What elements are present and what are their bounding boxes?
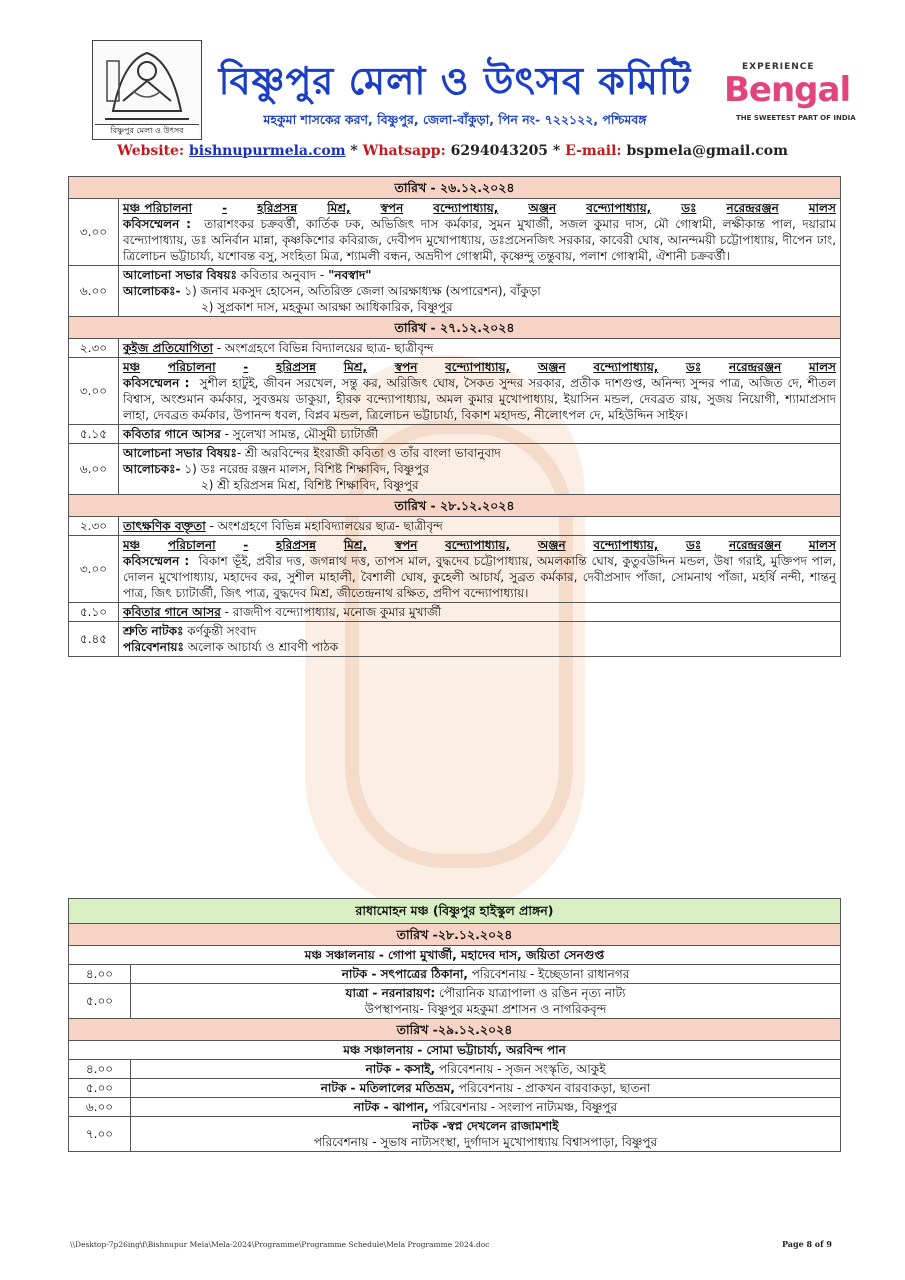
anchor-row: মঞ্চ সঞ্চালনায় - গোপা মুখার্জী, মহাদেব দাস, জয়িতা সেনগুপ্ত [69,946,841,965]
program-cell: কুইজ প্রতিযোগিতা - অংশগ্রহণে বিভিন্ন বিদ্যালয়ের ছাত্র- ছাত্রীবৃন্দ [119,339,841,358]
logo-tagline: THE SWEETEST PART OF INDIA [736,114,856,122]
time-cell: ৫.৪৫ [69,622,119,657]
time-cell: ৩.০০ [69,536,119,603]
program-row [69,339,841,358]
time-cell: ৫.০০ [69,984,131,1019]
moderation-line: মঞ্চ পরিচালনা - হরিপ্রসন্ন মিশ্র, স্বপন বন্দ্যোপাধ্যায়, অঞ্জন বন্দ্যোপাধ্যায়, ডঃ নরেন্দ্ররঞ্জন মালস [123,201,836,215]
contact-line [0,143,905,159]
program-row [69,1060,841,1079]
program-cell: কবিতার গানে আসর - রাজদীপ বন্দ্যোপাধ্যায়, মনোজ কুমার মুখার্জী [119,603,841,622]
anchor-row: মঞ্চ সঞ্চালনায় - সোমা ভট্টাচার্য্য, অরবিন্দ পান [69,1041,841,1060]
poets-list: কবিসম্মেলন : তারাশংকর চক্রবর্ত্তী, কার্তিক ঢক, অভিজিৎ দাস কর্মকার, সুমন মুখার্জী, সজল কুমার দাস, মৌ গোস্বামী, লক্ষীকান্ত পাল, দয়ারাম বন্দ্যোপাধ্যায়, ডঃ অনির্বান মান্না, কৃষ্ণকিশোর কবিরাজ, দেবীপদ মুখোপাধ্যায়, ডঃপ্রসেনজিৎ সরকার, কাবেরী ঘোষ, আনন্দময়ী চট্টোপাধ্যায়, দীপেন ঢাং, ত্রিলোচন ভট্টাচার্য্য, যশোবন্ত বসু, সংহিতা মিত্র, শ্যামলী বন্ধন, অভ্রদীপ গোস্বামী, কৃষ্ণেন্দু তন্তুবায়, পলাশ গোস্বামী, ঐশানী চক্রবর্ত্তী। [123,217,837,263]
mela-logo [92,40,202,140]
whatsapp-label: Whatsapp: [362,143,451,159]
email-address[interactable]: bspmela@gmail.com [626,143,788,159]
discussion-topic: আলোচনা সভার বিষয়ঃ- শ্রী অরবিন্দের ইংরাজী কবিতা ও তাঁর বাংলা ভাবানুবাদ [123,446,501,460]
schedule-table-main [68,176,841,657]
program-cell [119,266,841,317]
speaker-1: আলোচকঃ- ১) ডঃ নরেন্দ্র রঞ্জন মালস, বিশিষ্ট শিক্ষাবিদ, বিষ্ণুপুর [123,462,429,476]
website-label: Website: [117,143,190,159]
program-cell: নাটক - ঝাপান, পরিবেশনায় - সংলাপ নাট্যমঞ্চ, বিষ্ণুপুর [131,1098,841,1117]
time-cell: ৪.০০ [69,1060,131,1079]
separator-star: * [345,143,363,159]
time-cell: ৭.০০ [69,1117,131,1152]
program-cell [119,358,841,425]
logo-word: Bengal [724,70,851,110]
mela-logo-art [93,41,201,127]
time-cell: ৪.০০ [69,965,131,984]
poets-list: কবিসম্মেলন : বিকাশ ভূঁই, প্রবীর দত্ত, জগন্নাথ দত্ত, তাপস মাল, বুদ্ধদেব চট্টোপাধ্যায়, অমলকান্তি ঘোষ, কুতুবউদ্দিন মন্ডল, উষা গরাই, মুক্তিপদ পাল, দোলন মুখোপাধ্যায়, মহাদেব কর, সুশীল মাহালী, বৈশালী ঘোষ, কুহেলী আচার্য, সুব্রত কর্মকার, দেবীপ্রসাদ পাঁজা, সোমনাথ পাঁজা, মহর্ষি নন্দী, শান্তনু পাত্র, জিৎ চ্যাটার্জী, জিৎ পাত্র, বুদ্ধদেব মিশ্র, জীতেন্দ্রনাথ রক্ষিত, প্রদীপ বন্দ্যোপাধ্যায়। [123,554,837,600]
program-row [69,517,841,536]
whatsapp-number: 6294043205 [450,143,549,159]
venue-row: রাধামোহন মঞ্চ (বিষ্ণুপুর হাইস্কুল প্রাঙ্গন) [69,899,841,924]
separator-star: * [548,143,566,159]
speaker-1: আলোচকঃ- ১) জনাব মকসুদ হোসেন, অতিরিক্ত জেলা আরক্ষাধ্যক্ষ (অপারেশন), বাঁকুড়া [123,284,541,298]
program-row [69,984,841,1019]
program-cell: কবিতার গানে আসর - সুলেখা সামন্ত, মৌসুমী চ্যাটার্জী [119,425,841,444]
program-row [69,358,841,425]
website-link[interactable]: bishnupurmela.com [189,143,346,159]
time-cell: ৫.১৫ [69,425,119,444]
schedule-table-radhamohan [68,898,841,1152]
program-cell: নাটক -স্বপ্ন দেখলেন রাজামশাই পরিবেশনায় - সুভাষ নাট্যসংস্থা, দুর্গাদাস মুখোপাধ্যায় বিশ্বাসপাড়া, বিষ্ণুপুর [131,1117,841,1152]
program-row [69,1117,841,1152]
program-row [69,965,841,984]
program-row [69,1079,841,1098]
program-cell: যাত্রা - নরনারায়ণ: পৌরানিক যাত্রাপালা ও রঙিন নৃত্য নাট্য উপস্থাপনায়- বিষ্ণুপুর মহকুমা প্রশাসন ও নাগরিকবৃন্দ [131,984,841,1019]
time-cell: ২.৩০ [69,517,119,536]
time-cell: ৬.০০ [69,1098,131,1117]
speaker-2: ২) শ্রী হরিপ্রসন্ন মিশ্র, বিশিষ্ট শিক্ষাবিদ, বিষ্ণুপুর [201,478,419,492]
program-row [69,444,841,495]
date-row: তারিখ - ২৬.১২.২০২৪ [69,177,841,199]
program-row [69,199,841,266]
time-cell: ৩.০০ [69,358,119,425]
program-cell: নাটক - সৎপাত্রের ঠিকানা, পরিবেশনায় - ইচ্ছেডানা রাধানগর [131,965,841,984]
email-label: E-mail: [565,143,627,159]
program-row [69,536,841,603]
program-cell: নাটক - মতিলালের মতিভ্রম, পরিবেশনায় - প্রাকখন বারবাকড়া, ছাতনা [131,1079,841,1098]
date-row: তারিখ - ২৮.১২.২০২৪ [69,495,841,517]
time-cell: ৫.০০ [69,1079,131,1098]
file-path: \\Desktop-7p26ing\f\Bishnupur Mela\Mela-2024\Programme\Programme Schedule\Mela Programme 2024.doc [70,1240,490,1249]
committee-title: বিষ্ণুপুর মেলা ও উৎসব কমিটি [218,59,692,103]
program-cell [119,536,841,603]
moderation-line: মঞ্চ পরিচালনা - হরিপ্রসন্ন মিশ্র, স্বপন বন্দ্যোপাধ্যায়, অঞ্জন বন্দ্যোপাধ্যায়, ডঃ নরেন্দ্ররঞ্জন মালস [123,360,836,374]
program-cell [119,199,841,266]
program-row [69,1098,841,1117]
page-header [0,0,905,170]
time-cell: ৬.০০ [69,444,119,495]
mela-logo-caption: বিষ্ণুপুর মেলা ও উৎসব [95,124,199,137]
program-row [69,266,841,317]
program-cell [119,622,841,657]
speaker-2: ২) সুপ্রকাশ দাস, মহকুমা আরক্ষা আধিকারিক, বিষ্ণুপুর [201,300,453,314]
time-cell: ৫.১০ [69,603,119,622]
audio-drama: শ্রুতি নাটকঃ কর্ণকুন্তী সংবাদ [123,624,257,638]
discussion-topic: আলোচনা সভার বিষয়ঃ কবিতার অনুবাদ - "নবস্বাদ" [123,268,372,282]
logo-top-text: EXPERIENCE [742,62,815,72]
committee-address: মহকুমা শাসকের করণ, বিষ্ণুপুর, জেলা-বাঁকুড়া, পিন নং- ৭২২১২২, পশ্চিমবঙ্গ [263,112,647,127]
time-cell: ৩.০০ [69,199,119,266]
poets-list: কবিসম্মেলন : সুশীল হাটুই, জীবন সরখেল, সন্তু কর, অরিজিৎ ঘোষ, সৈকত সুন্দর সরকার, প্রতীক দাশগুপ্ত, অনিন্দ্য সুন্দর পাত্র, অজিত দে, শীতল বিশ্বাস, অংশুমান কর্মকার, সুবত্তময় ডাকুয়া, হীরক বন্দ্যোপাধ্যায়, অমল কুমার মুখোপাধ্যায়, ইয়াসিন মন্ডল, দেবব্রত রায়, সুজয় নিয়োগী, শ্যামাপ্রসাদ লাহা, দেবব্রত কর্মকার, উপানন্দ ধবল, বিপ্লব মন্ডল, ত্রিলোচন ভট্টাচার্য্য, বিকাশ মহাদন্ড, নীলোৎপল দে, মহিউদ্দিন সাইফ। [123,376,837,422]
program-cell [119,444,841,495]
program-cell: তাৎক্ষণিক বক্তৃতা - অংশগ্রহণে বিভিন্ন মহাবিদ্যালয়ের ছাত্র- ছাত্রীবৃন্দ [119,517,841,536]
moderation-line: মঞ্চ পরিচালনা - হরিপ্রসন্ন মিশ্র, স্বপন বন্দ্যোপাধ্যায়, অঞ্জন বন্দ্যোপাধ্যায়, ডঃ নরেন্দ্ররঞ্জন মালস [123,538,836,552]
experience-bengal-logo [712,58,877,128]
time-cell: ২.৩০ [69,339,119,358]
date-row: তারিখ -২৮.১২.২০২৪ [69,924,841,946]
program-row [69,603,841,622]
program-cell: নাটক - কসাই, পরিবেশনায় - সৃজন সংস্কৃতি, আকুই [131,1060,841,1079]
program-row [69,425,841,444]
page-number: Page 8 of 9 [782,1239,832,1249]
presenters: পরিবেশনায়ঃ অলোক আচার্য্য ও শ্রাবণী পাঠক [123,640,339,654]
date-row: তারিখ - ২৭.১২.২০২৪ [69,317,841,339]
date-row: তারিখ -২৯.১২.২০২৪ [69,1019,841,1041]
time-cell: ৬.০০ [69,266,119,317]
program-row [69,622,841,657]
